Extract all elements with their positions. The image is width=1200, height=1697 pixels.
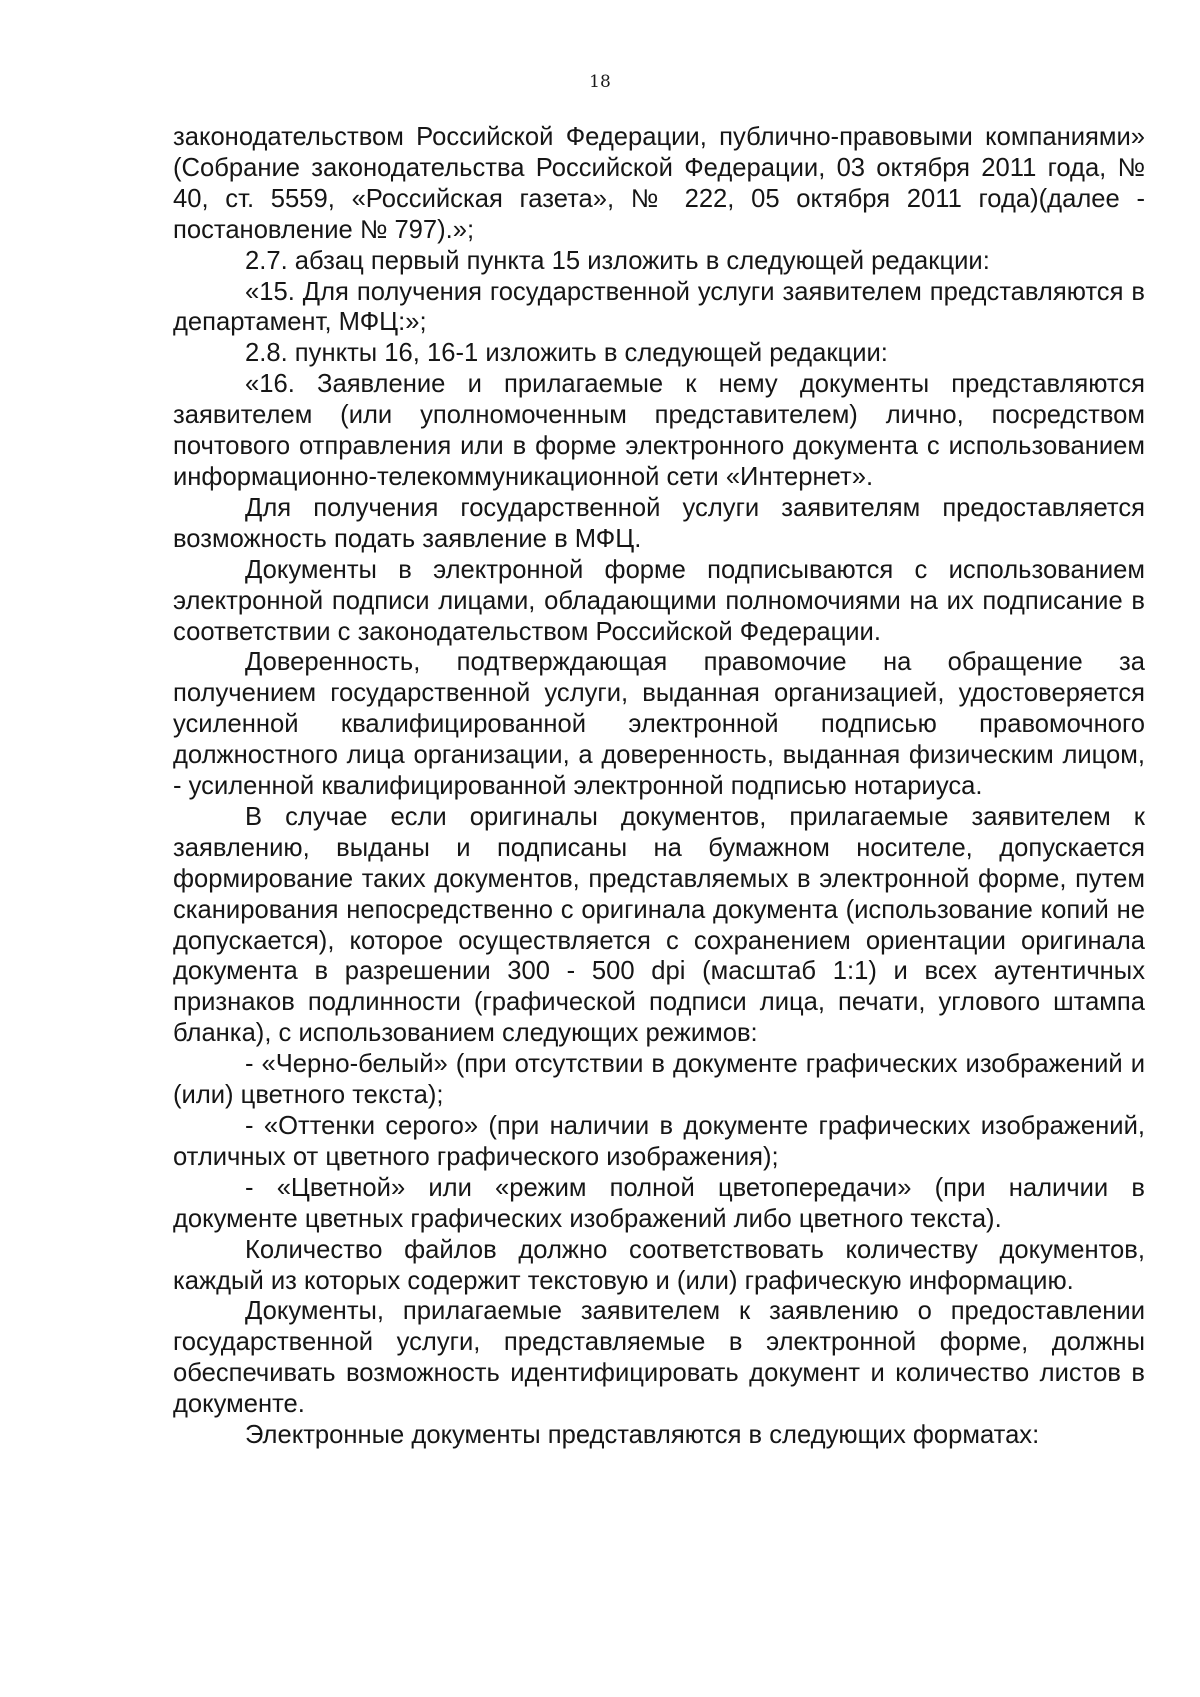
- paragraph: «15. Для получения государственной услуги заявителем представляются в департамент, МФЦ:»;: [173, 277, 1145, 337]
- paragraph: Документы в электронной форме подписываются с использованием электронной подписи лицами, обладающими полномочиями на их подписание в соответствии с законодательством Российской Федерации.: [173, 555, 1145, 646]
- page-number: 18: [589, 72, 611, 92]
- paragraph: Электронные документы представляются в следующих форматах:: [245, 1421, 1040, 1450]
- paragraph: В случае если оригиналы документов, прилагаемые заявителем к заявлению, выданы и подписаны на бумажном носителе, допускается формирование таких документов, представляемых в электронной форме, путем сканирования непосредственно с оригинала документа (использование копий не допускается), которое осуществляется с сохранением ориентации оригинала документа в разрешении 300 - 500 dpi (масштаб 1:1) и всех аутентичных признаков подлинности (графической подписи лица, печати, углового штампа бланка), с использованием следующих режимов:: [173, 802, 1145, 1048]
- paragraph: законодательством Российской Федерации, публично-правовыми компаниями» (Собрание законодательства Российской Федерации, 03 октября 2011 года, № 40, ст. 5559, «Российская газета», № 222, 05 октября 2011 года)(далее - постановление № 797).»;: [173, 123, 1145, 244]
- list-item: - «Цветной» или «режим полной цветопередачи» (при наличии в документе цветных графических изображений либо цветного текста).: [173, 1173, 1145, 1233]
- paragraph: 2.7. абзац первый пункта 15 изложить в следующей редакции:: [245, 246, 990, 275]
- paragraph: Документы, прилагаемые заявителем к заявлению о предоставлении государственной услуги, представляемые в электронной форме, должны обеспечивать возможность идентифицировать документ и количество листов в документе.: [173, 1297, 1145, 1419]
- list-item: - «Оттенки серого» (при наличии в документе графических изображений, отличных от цветного графического изображения);: [173, 1112, 1145, 1171]
- paragraph: Для получения государственной услуги заявителям предоставляется возможность подать заявление в МФЦ.: [173, 493, 1145, 553]
- document-body: [173, 122, 1145, 1451]
- paragraph: Доверенность, подтверждающая правомочие на обращение за получением государственной услуги, выданная организацией, удостоверяется усиленной квалифицированной электронной подписью правомочного должностного лица организации, а доверенность, выданная физическим лицом, - усиленной квалифицированной электронной подписью нотариуса.: [173, 648, 1145, 801]
- paragraph: 2.8. пункты 16, 16-1 изложить в следующей редакции:: [245, 339, 888, 368]
- list-item: - «Черно-белый» (при отсутствии в документе графических изображений и (или) цветного текста);: [173, 1050, 1145, 1110]
- paragraph: Количество файлов должно соответствовать количеству документов, каждый из которых содержит текстовую и (или) графическую информацию.: [173, 1235, 1145, 1295]
- paragraph: «16. Заявление и прилагаемые к нему документы представляются заявителем (или уполномоченным представителем) лично, посредством почтового отправления или в форме электронного документа с использованием информационно-телекоммуникационной сети «Интернет».: [173, 370, 1145, 491]
